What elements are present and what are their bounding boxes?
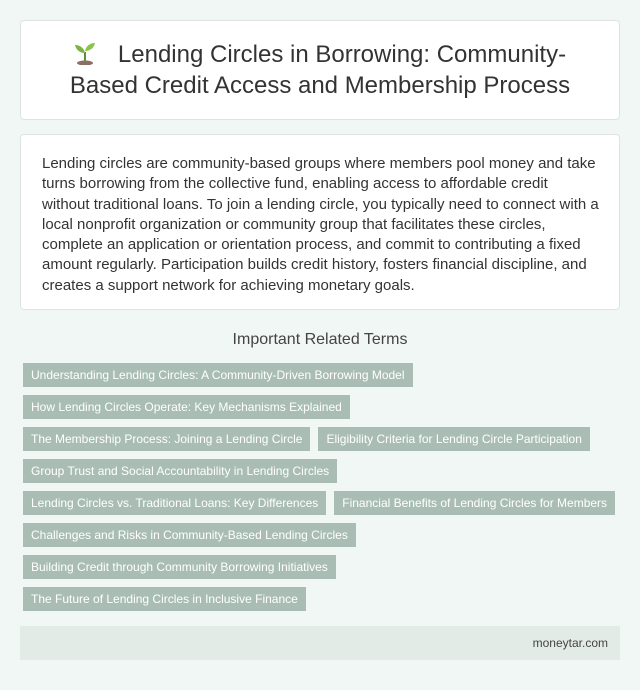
title-card <box>20 20 620 120</box>
related-term-tag[interactable]: Understanding Lending Circles: A Community-Driven Borrowing Model <box>23 363 413 387</box>
related-term-tag[interactable]: The Membership Process: Joining a Lending Circle <box>23 427 310 451</box>
related-term-tag[interactable]: Financial Benefits of Lending Circles for Members <box>334 491 615 515</box>
page-title <box>51 41 589 100</box>
page-title-text: Lending Circles in Borrowing: Community-Based Credit Access and Membership Process <box>69 40 571 99</box>
summary-text: Lending circles are community-based groups where members pool money and take turns borrowing from the collective fund, enabling access to affordable credit without traditional loans. To join a lending circle, you typically need to connect with a local nonprofit organization or community group that facilitates these circles, complete an application or orientation process, and commit to contributing a fixed amount regularly. Participation builds credit history, fosters financial discipline, and creates a support network for achieving monetary goals. <box>42 155 599 294</box>
related-term-tag[interactable]: Group Trust and Social Accountability in Lending Circles <box>23 459 337 483</box>
site-name[interactable]: moneytar.com <box>532 636 608 650</box>
related-term-tag[interactable]: Building Credit through Community Borrowing Initiatives <box>23 555 336 579</box>
related-term-tag[interactable]: How Lending Circles Operate: Key Mechanisms Explained <box>23 395 350 419</box>
related-term-tag[interactable]: Lending Circles vs. Traditional Loans: Key Differences <box>23 491 326 515</box>
related-term-tag[interactable]: Challenges and Risks in Community-Based Lending Circles <box>23 523 356 547</box>
footer <box>20 626 620 660</box>
related-term-tag[interactable]: Eligibility Criteria for Lending Circle Participation <box>318 427 589 451</box>
related-term-tag[interactable]: The Future of Lending Circles in Inclusive Finance <box>23 587 306 611</box>
related-terms-heading: Important Related Terms <box>232 331 408 348</box>
sprout-icon <box>74 41 96 72</box>
related-terms-list <box>23 363 623 611</box>
summary-card <box>20 134 620 310</box>
